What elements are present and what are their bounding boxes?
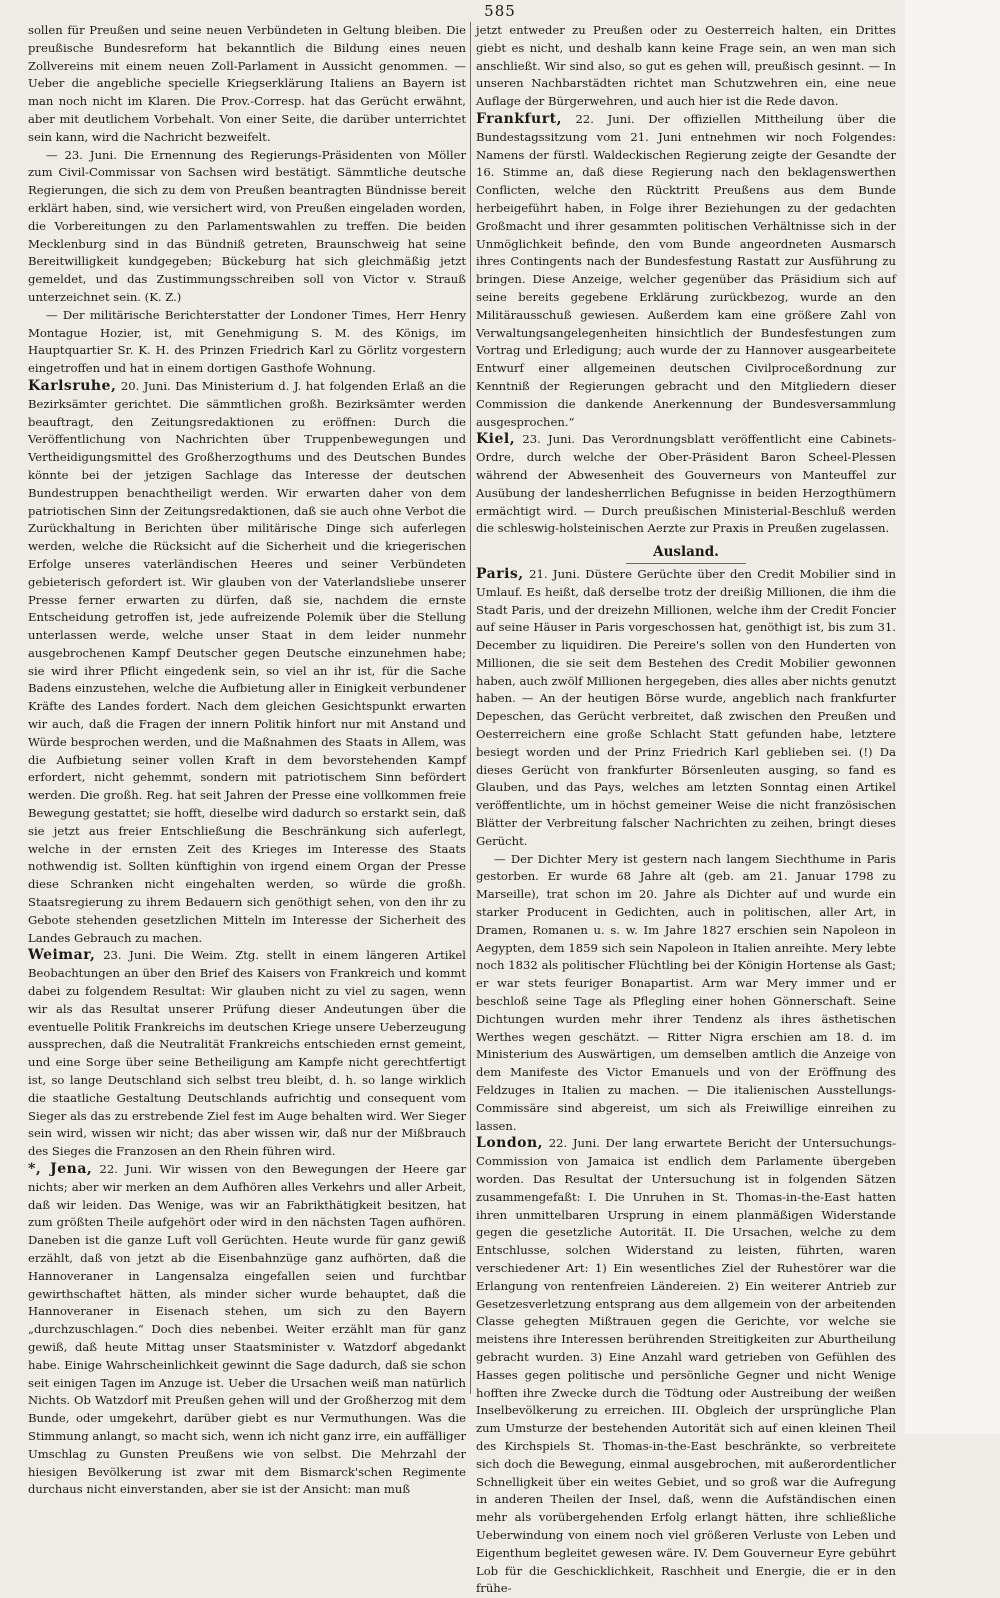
dateline-frankfurt: Frankfurt, <box>476 110 562 127</box>
dateline-london: London, <box>476 1135 544 1152</box>
article-paris <box>476 566 896 851</box>
article-london <box>476 1135 896 1598</box>
article-london-times-correspondent: — Der militärische Berichterstatter der Londoner Times, Herr Henry Montague Hozier, ist, mit Genehmigung S. M. des Königs, im Hauptquartier Sr. K. H. des Prinzen Friedrich Karl zu Görlitz vorgestern eingetroffen und hat in einem dortigen Gasthofe Wohnung. <box>28 307 466 376</box>
left-column <box>28 22 467 1497</box>
article-mery: — Der Dichter Mery ist gestern nach langem Siechthume in Paris gestorben. Er wurde 68 Jahre alt (geb. am 21. Januar 1798 zu Marseille), trat schon im 20. Jahre als Dichter auf und wurde ein starker Producent in Gedichten, auch in politischen, aller Art, in Dramen, Romanen u. s. w. Im Jahre 1827 erschien sein Napoleon in Aegypten, dem 1859 sich sein Napoleon in Italien anreihte. Mery lebte noch 1832 als politischer Flüchtling bei der Königin Hortense als Gast; er war stets feuriger Bonapartist. Arm war Mery immer und er beschloß seine Tage als Pflegling einer hohen Gönnerschaft. Seine Dichtungen wurden mehr ihrer Tendenz als ihres ästhetischen Werthes wegen geschätzt. — Ritter Nigra erschien am 18. d. im Ministerium des Auswärtigen, um demselben amtlich die Anzeige von dem Manifeste des Victor Emanuels und von der Eröffnung des Feldzuges in Italien zu machen. — Die italienischen Ausstellungs-Commissäre sind abgereist, um sich als Freiwillige einreihen zu lassen. <box>476 851 896 1133</box>
dateline-weimar: Weimar, <box>28 947 96 964</box>
article-frankfurt <box>476 111 896 431</box>
page-margin <box>905 0 1000 1434</box>
article-prussia-continued: sollen für Preußen und seine neuen Verbündeten in Geltung bleiben. Die preußische Bundesreform hat bekanntlich die Bildung eines neuen Zollvereins mit einem neuen Zoll-Parlament in Aussicht genommen. — Ueber die angebliche specielle Kriegserklärung Italiens an Bayern ist man noch nicht im Klaren. Die Prov.-Corresp. hat das Gerücht erwähnt, aber mit deutlichem Vorbehalt. Von einer Seite, die darüber unterrichtet sein kann, wird die Nachricht bezweifelt. <box>28 23 466 144</box>
column-divider <box>470 22 471 1394</box>
article-prussia-june-23 <box>28 147 466 307</box>
article-text: 22. Juni. Der lang erwartete Bericht der Untersuchungs-Commission von Jamaica ist endlich dem Parlamente übergeben worden. Das Resultat der Untersuchung ist in folgenden Sätzen zusammengefaßt: I. Die Unruhen in St. Thomas-in-the-East hatten ihren unmittelbaren Ursprung in einem planmäßigen Widerstande gegen die gesetzliche Autorität. II. Die Ursachen, welche zu dem Entschlusse, solchen Widerstand zu leisten, führten, waren verschiedener Art: 1) Ein wesentliches Ziel der Ruhestörer war die Erlangung von rentenfreien Ländereien. 2) Ein weiterer Antrieb zur Gesetzesverletzung entsprang aus dem allgemein von der arbeitenden Classe gehegten Mißtrauen gegen die Gerichte, vor welche sie meistens ihre Interessen berührenden Streitigkeiten zur Aburtheilung gebracht wurden. 3) Eine Anzahl ward getrieben von Gefühlen des Hasses gegen politische und persönliche Gegner und nicht Wenige hofften ihre Zwecke durch die Tödtung oder Austreibung der weißen Inselbevölkerung zu erreichen. III. Obgleich der ursprüngliche Plan zum Umsturze der bestehenden Autorität sich auf einen kleinen Theil des Kirchspiels St. Thomas-in-the-East beschränkte, so verbreitete sich doch die Bewegung, einmal ausgebrochen, mit außerordentlicher Schnelligkeit über ein weites Gebiet, und so groß war die Aufregung in anderen Theilen der Insel, daß, wenn die Aufständischen einen mehr als vorübergehenden Erfolg erlangt hätten, ihre schließliche Ueberwindung von einem noch viel größeren Verluste von Leben und Eigenthum begleitet gewesen wäre. IV. Dem Gouverneur Eyre gebührt Lob für die Geschicklichkeit, Raschheit und Energie, die er in den frühe- <box>476 1136 896 1596</box>
dateline-karlsruhe: Karlsruhe, <box>28 377 117 394</box>
article-text: 22. Juni. Wir wissen von den Bewegungen der Heere gar nichts; aber wir merken an dem Aufhören alles Verkehrs und aller Arbeit, daß wir leiden. Das Wenige, was wir an Fabrikthätigkeit besitzen, hat zum größten Theile aufgehört oder wird in den nächsten Tagen aufhören. Daneben ist die ganze Luft voll Gerüchten. Heute wurde für ganz gewiß erzählt, daß von jetzt ab die Eisenbahnzüge ganz aufhörten, daß die Hannoveraner in Langensalza eingefallen seien und furchtbar gewirthschaftet hätten, als minder sicher wurde behauptet, daß die Hannoveraner in Eisenach stehen, um sich zu den Bayern „durchzuschlagen.“ Doch dies nebenbei. Weiter erzählt man für ganz gewiß, daß heute Mittag unser Staatsminister v. Watzdorf abgedankt habe. Einige Wahrscheinlichkeit gewinnt die Sage dadurch, daß sie schon seit einigen Tagen im Anzuge ist. Ueber die Ursachen weiß man natürlich Nichts. Ob Watzdorf mit Preußen gehen will und der Großherzog mit dem Bunde, oder umgekehrt, darüber giebt es nur Vermuthungen. Was die Stimmung anlangt, so macht sich, wenn ich nicht ganz irre, ein auffälliger Umschlag zu Gunsten Preußens wie von selbst. Die Mehrzahl der hiesigen Bevölkerung ist zwar mit dem Bismarck'schen Regimente durchaus nicht einverstanden, aber sie ist der Ansicht: man muß <box>28 1162 466 1497</box>
article-text: — 23. Juni. Die Ernennung des Regierungs-Präsidenten von Möller zum Civil-Commissar von Sachsen wird bestätigt. Sämmtliche deutsche Regierungen, die sich zu dem von Preußen beantragten Bündnisse bereit erklärt haben, sind, wie versichert wird, von Preußen eingeladen worden, die Vorbereitungen zu den Parlamentswahlen zu treffen. Die beiden Mecklenburg sind in das Bündniß getreten, Braunschweig hat seine Bereitwilligkeit kundgegeben; Bückeburg hat sich gleichmäßig jetzt gemeldet, und das Zustimmungsschreiben soll von Victor v. Strauß unterzeichnet sein. <box>28 147 466 304</box>
section-heading-ausland <box>476 544 896 562</box>
article-text: 23. Juni. Die Weim. Ztg. stellt in einem längeren Artikel Beobachtungen an über den Brief des Kaisers von Frankreich und kommt dabei zu folgendem Resultat: Wir glauben nicht zu viel zu sagen, wenn wir als das Resultat unserer Prüfung dieser Andeutungen über die eventuelle Politik Frankreichs im deutschen Kriege unsere Ueberzeugung aussprechen, daß die Neutralität Frankreichs entschieden ernst gemeint, und eine Sorge über seine Betheiligung am Kampfe nicht gerechtfertigt ist, so lange Deutschland sich selbst treu bleibt, d. h. so lange wirklich die staatliche Gestaltung Deutschlands aufrichtig und consequent vom Sieger als das zu erstrebende Ziel fest im Auge behalten wird. Wer Sieger sein wird, wissen wir nicht; das aber wissen wir, daß nur der Mißbrauch des Sieges die Franzosen an den Rhein führen wird. <box>28 948 466 1159</box>
dateline-paris: Paris, <box>476 565 524 582</box>
article-text: 21. Juni. Düstere Gerüchte über den Credit Mobilier sind in Umlauf. Es heißt, daß derselbe trotz der dreißig Millionen, die ihm die Stadt Paris, und der dreizehn Millionen, welche ihm der Credit Foncier auf seine Häuser in Paris vorgeschossen hat, genöthigt ist, bis zum 31. December zu liquidiren. Die Pereire's sollen von den Hunderten von Millionen, die sie seit dem Bestehen des Credit Mobilier gewonnen haben, auch zwölf Millionen hergegeben, dies alles aber nichts genutzt haben. — An der heutigen Börse wurde, angeblich nach frankfurter Depeschen, das Gerücht verbreitet, daß zwischen den Preußen und Oesterreichern eine große Schlacht Statt gefunden habe, letztere besiegt worden und der Prinz Friedrich Karl geblieben sei. (!) Da dieses Gerücht von frankfurter Börsenleuten ausging, so fand es Glauben, und das Pays, welches am letzten Sonntag einen Artikel veröffentlichte, um in höchst gemeiner Weise die nicht französischen Blätter der Verbreitung falscher Nachrichten zu zeihen, bringt dieses Gerücht. <box>476 566 896 848</box>
article-kiel <box>476 431 896 538</box>
dateline-kiel: Kiel, <box>476 431 516 448</box>
right-column <box>476 22 896 1596</box>
article-text: 23. Juni. Das Verordnungsblatt veröffentlicht eine Cabinets-Ordre, durch welche der Ober-Präsident Baron Scheel-Plessen während der Abwesenheit des Gouverneurs von Manteuffel zur Ausübung der landesherrlichen Befugnisse in beiden Herzogthümern ermächtigt wird. — Durch preußischen Ministerial-Beschluß werden die schleswig-holsteinischen Aerzte zur Praxis in Preußen zugelassen. <box>476 432 896 536</box>
section-heading-text: Ausland. <box>653 544 719 561</box>
dateline-jena: *, Jena, <box>28 1161 93 1177</box>
article-text: 22. Juni. Der offiziellen Mittheilung über die Bundestagssitzung vom 21. Juni entnehmen wir noch Folgendes: Namens der fürstl. Waldeckischen Regierung zeigte der Gesandte der 16. Stimme an, daß diese Regierung nach den beklagenswerthen Conflicten, welche den Rücktritt Preußens aus dem Bunde herbeigeführt haben, in Folge ihrer Beziehungen zu der gedachten Großmacht und ihrer gesammten politischen Verhältnisse sich in der Unmöglichkeit befinde, den vom Bunde angeordneten Ausmarsch ihres Contingents nach der Bundesfestung Rastatt zur Ausführung zu bringen. Diese Anzeige, welcher gegenüber das Präsidium sich auf seine bereits gegebene Erklärung zurückbezog, wurde an den Militärausschuß gewiesen. Außerdem kam eine größere Zahl von Verwaltungsangelegenheiten hinsichtlich der Bundesfestungen zum Vortrag und Erledigung; auch wurde der zu Hannover ausgearbeitete Entwurf einer allgemeinen deutschen Civilproceßordnung zur Kenntniß der Regierungen gebracht und den Mitgliedern dieser Commission die dankende Anerkennung der Bundesversammlung ausgesprochen.“ <box>476 111 896 429</box>
article-weimar <box>28 947 466 1161</box>
article-text: 20. Juni. Das Ministerium d. J. hat folgenden Erlaß an die Bezirksämter gerichtet. Die sämmtlichen großh. Bezirksämter werden beauftragt, den Zeitungsredaktionen zu eröffnen: Durch die Veröffentlichung von Nachrichten über Truppenbewegungen und Vertheidigungsmittel des Großherzogthums und des Deutschen Bundes könnte bei der jetzigen Sachlage das Interesse der deutschen Bundestruppen benachtheiligt werden. Wir erwarten daher von dem patriotischen Sinn der Zeitungsredaktionen, daß sie auch ohne Verbot die Zurückhaltung in Berichten über militärische Dinge sich auferlegen werden, welche die Rücksicht auf die Sicherheit und die kriegerischen Erfolge unseres vaterländischen Heeres und seiner Verbündeten gebieterisch gefordert ist. Wir glauben von der Vaterlandsliebe unserer Presse ferner erwarten zu dürfen, daß sie, nachdem die ernste Entscheidung getroffen ist, jede aufreizende Polemik über die Stellung unterlassen werde, welche unser Staat in dem leider nunmehr ausgebrochenen Kampf Deutscher gegen Deutsche einzunehmen habe; sie wird ihrer Pflicht eingedenk sein, so viel an ihr ist, für die Sache Badens einzustehen, welche die Aufbietung aller in Einigkeit verbundener Kräfte des Landes fordert. Nach dem gleichen Gesichtspunkt erwarten wir auch, daß die Fragen der innern Politik hinfort nur mit Anstand und Würde besprochen werden, und die Maßnahmen des Staats in Allem, was die Aufbietung seiner vollen Kraft in dem bevorstehenden Kampf erfordert, nicht gehemmt, sondern mit patriotischem Sinn befördert werden. Die großh. Reg. hat seit Jahren der Presse eine vollkommen freie Bewegung gestattet; sie hofft, dieselbe wird dadurch so erstarkt sein, daß sie jetzt aus freier Entschließung die Beschränkung sich auferlegt, welche in der ernsten Zeit des Krieges im Interesse des Staats nothwendig ist. Sollten künftighin von irgend einem Organ der Presse diese Schranken nicht eingehalten werden, so würde die großh. Staatsregierung zu ihrem Bedauern sich genöthigt sehen, von den ihr zu Gebote stehenden gesetzlichen Mitteln im Interesse der Sicherheit des Landes Gebrauch zu machen. <box>28 378 467 945</box>
article-jena <box>28 1161 466 1499</box>
source-signature: (K. Z.) <box>144 289 182 304</box>
article-jena-continued: jetzt entweder zu Preußen oder zu Oesterreich halten, ein Drittes giebt es nicht, und deshalb kann keine Frage sein, an wen man sich anschließt. Wir sind also, so gut es gehen will, preußisch gesinnt. — In unseren Nachbarstädten richtet man Schutzwehren ein, eine neue Auflage der Bürgerwehren, und auch hier ist die Rede davon. <box>476 23 896 109</box>
page-number: 585 <box>484 2 516 20</box>
article-karlsruhe <box>28 378 466 948</box>
